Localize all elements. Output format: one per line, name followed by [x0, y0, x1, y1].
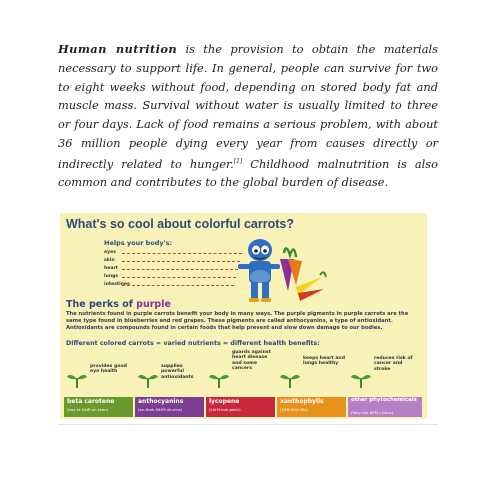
body-part-label: lungs — [104, 274, 119, 279]
different-carrots-heading: Different colored carrots = varied nutrients = different health benefits: — [66, 340, 320, 347]
nutrient-benefit: keeps heart and lungs healthy — [303, 356, 345, 367]
nutrient-columns — [64, 350, 424, 418]
nutrition-paragraph — [58, 40, 438, 192]
nutrient-benefit: provides good eye health — [90, 364, 127, 375]
paragraph-text-2: Childhood malnutrition is also common and contributes to the global burden of disease. — [58, 156, 438, 190]
sprout-icon — [350, 372, 372, 388]
nutrient-column — [64, 350, 134, 418]
nutrient-name: lycopene — [209, 398, 240, 405]
nutrient-name: xanthophylls — [280, 398, 324, 405]
helps-label: Helps your body's: — [104, 239, 173, 247]
perks-purple-word: purple — [136, 299, 171, 310]
paragraph-lead: Human nutrition — [58, 42, 178, 56]
nutrient-column — [135, 350, 205, 418]
nutrient-benefit: guards against heart disease and some cancers — [232, 350, 271, 372]
nutrient-column — [206, 350, 276, 418]
nutrient-pronunciation: (bay-ta KAIR-oh-teen) — [67, 407, 109, 412]
nutrient-name-box — [206, 397, 275, 417]
sprout-icon — [208, 372, 230, 388]
body-parts-panel — [100, 237, 427, 307]
nutrient-name-box — [277, 397, 346, 417]
nutrient-name-box — [135, 397, 204, 417]
nutrient-pronunciation: (ZAN-thuh-fils) — [280, 407, 308, 412]
body-part-label: eyes — [104, 250, 116, 255]
nutrient-benefit: supplies powerful antioxidants — [161, 364, 194, 380]
nutrient-pronunciation: (an-thoh-SAHY-uh-nins) — [138, 407, 183, 412]
body-part-label: skin — [104, 258, 115, 263]
nutrient-pronunciation: (LAHY-kuh-peen) — [209, 407, 241, 412]
body-part-label: intestines — [104, 282, 130, 287]
page-divider — [58, 424, 438, 425]
body-part-label: heart — [104, 266, 118, 271]
perks-heading — [66, 299, 171, 310]
nutrient-name-box — [64, 397, 133, 417]
nutrient-column — [277, 350, 347, 418]
perks-text: The nutrients found in purple carrots benefit your body in many ways. The purple pigments in purple carrots are the same type found in blueberries and red grapes. These pigments are called anthocyanins, a type of antioxidant. Antioxidants are compounds found in certain foods that help prevent and slow down damage to our bodies. — [66, 311, 409, 332]
nutrient-pronunciation: (fahy-toh-KEM-i-kuhls) — [351, 410, 394, 415]
perks-prefix: The perks of — [66, 299, 137, 310]
infographic-title: What's so cool about colorful carrots? — [66, 217, 294, 231]
nutrient-column — [348, 350, 422, 418]
sprout-icon — [279, 372, 301, 388]
carrot-infographic — [60, 213, 427, 419]
nutrient-name: beta carotene — [67, 398, 115, 405]
citation[interactable]: [1] — [233, 157, 243, 165]
nutrient-name: other phytochemicals — [351, 397, 417, 403]
carrot-character-illustration — [218, 237, 328, 309]
sprout-icon — [66, 372, 88, 388]
nutrient-name: anthocyanins — [138, 398, 184, 405]
nutrient-name-box — [348, 397, 422, 417]
sprout-icon — [137, 372, 159, 388]
nutrient-benefit: reduces risk of cancer and stroke — [374, 356, 413, 372]
paragraph-text: is the provision to obtain the materials necessary to support life. In general, people can survive for two to eight weeks without food, depending on stored body fat and muscle mass. Survival without water is usually limited to three or four days. Lack of food remains a serious problem, with about 36 million people dying every year from causes directly or indirectly related to hunger. — [58, 42, 438, 171]
